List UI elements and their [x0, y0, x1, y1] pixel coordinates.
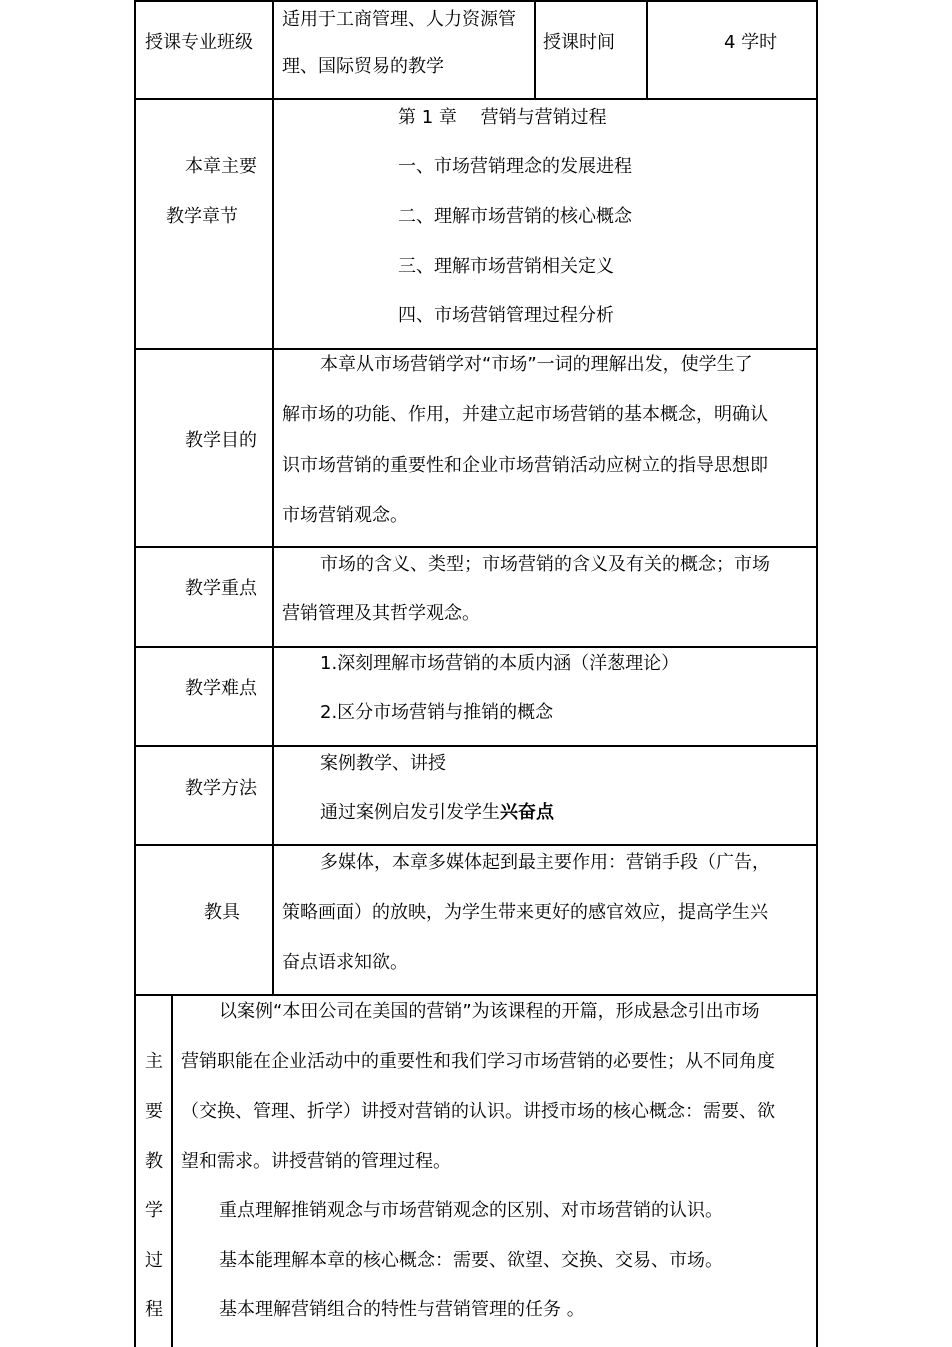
focus-line: 营销管理及其哲学观念。	[282, 603, 480, 624]
row-divider	[134, 646, 818, 648]
row-divider	[134, 745, 818, 747]
tools-label: 教具	[204, 902, 240, 923]
method-line	[320, 801, 554, 825]
objective-label: 教学目的	[185, 430, 257, 451]
row-divider	[134, 348, 818, 350]
time-label: 授课时间	[543, 32, 615, 53]
method-line-text: 通过案例启发引发学生	[320, 802, 500, 823]
process-label-char: 主	[145, 1051, 163, 1072]
chapter-section: 三、理解市场营销相关定义	[398, 256, 614, 277]
process-line: 营销职能在企业活动中的重要性和我们学习市场营销的必要性；从不同角度	[181, 1051, 775, 1072]
chapters-label-line2: 教学章节	[166, 206, 238, 227]
difficulty-line: 2.区分市场营销与推销的概念	[320, 702, 554, 723]
row-divider	[134, 546, 818, 548]
objective-line: 市场营销观念。	[282, 505, 408, 526]
method-line: 案例教学、讲授	[320, 753, 446, 774]
process-line: （交换、管理、折学）讲授对营销的认识。讲授市场的核心概念：需要、欲	[181, 1101, 775, 1122]
difficulty-label: 教学难点	[185, 678, 257, 699]
row-divider	[134, 994, 818, 996]
row-divider	[134, 844, 818, 846]
process-label-char: 学	[145, 1200, 163, 1221]
chapter-title: 第 1 章 营销与营销过程	[398, 107, 607, 128]
column-divider	[272, 0, 274, 996]
tools-line: 奋点语求知欲。	[282, 952, 408, 973]
chapter-section: 一、市场营销理念的发展进程	[398, 156, 632, 177]
table-border-top	[134, 0, 818, 2]
column-divider	[171, 994, 173, 1347]
class-label: 授课专业班级	[145, 32, 253, 53]
column-divider	[646, 0, 648, 100]
difficulty-line: 1.深刻理解市场营销的本质内涵（洋葱理论）	[320, 653, 680, 674]
process-label-char: 教	[145, 1151, 163, 1172]
tools-line: 多媒体，本章多媒体起到最主要作用：营销手段（广告，	[320, 852, 770, 873]
process-line: 基本能理解本章的核心概念：需要、欲望、交换、交易、市场。	[219, 1250, 723, 1271]
time-value: 4 学时	[724, 32, 778, 53]
method-label: 教学方法	[185, 778, 257, 799]
class-value-line2: 理、国际贸易的教学	[282, 56, 444, 77]
focus-label: 教学重点	[185, 578, 257, 599]
process-label-char: 过	[145, 1250, 163, 1271]
process-label-char: 程	[145, 1299, 163, 1320]
process-line: 重点理解推销观念与市场营销观念的区别、对市场营销的认识。	[219, 1200, 723, 1221]
chapters-label-line1: 本章主要	[185, 156, 257, 177]
process-line: 基本理解营销组合的特性与营销管理的任务 。	[219, 1299, 585, 1320]
process-line: 以案例“本田公司在美国的营销”为该课程的开篇，形成悬念引出市场	[219, 1001, 760, 1022]
objective-line: 本章从市场营销学对“市场”一词的理解出发，使学生了	[320, 354, 753, 375]
column-divider	[534, 0, 536, 100]
process-line: 望和需求。讲授营销的管理过程。	[181, 1151, 451, 1172]
tools-line: 策略画面）的放映，为学生带来更好的感官效应，提高学生兴	[282, 902, 768, 923]
method-line-emphasis: 兴奋点	[500, 802, 554, 823]
chapter-section: 四、市场营销管理过程分析	[398, 305, 614, 326]
row-divider	[134, 98, 818, 100]
objective-line: 识市场营销的重要性和企业市场营销活动应树立的指导思想即	[282, 455, 768, 476]
process-label-char: 要	[145, 1101, 163, 1122]
class-value-line1: 适用于工商管理、人力资源管	[282, 9, 516, 30]
focus-line: 市场的含义、类型；市场营销的含义及有关的概念；市场	[320, 554, 770, 575]
objective-line: 解市场的功能、作用，并建立起市场营销的基本概念，明确认	[282, 404, 768, 425]
chapter-section: 二、理解市场营销的核心概念	[398, 206, 632, 227]
